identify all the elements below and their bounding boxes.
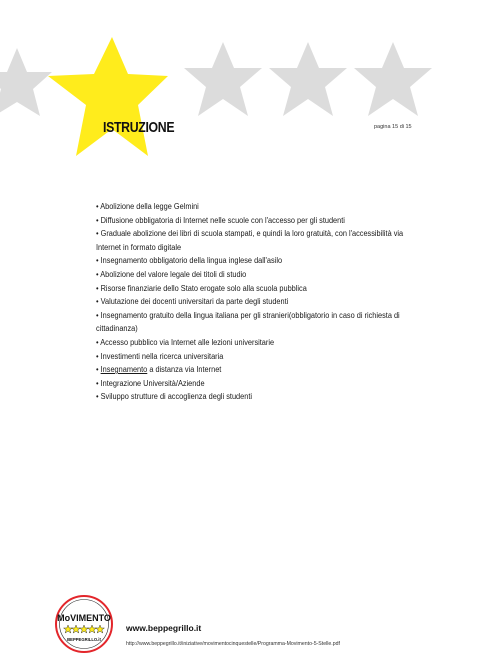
header-stars-decoration [0,0,478,170]
yellow-star [48,37,168,156]
gray-star-4 [354,42,432,116]
movimento-logo [55,595,113,653]
list-item: • Valutazione dei docenti universitari da parte degli studenti [96,297,289,307]
list-item-prefix: • [96,365,101,375]
list-item: • Insegnamento gratuito della lingua italiana per gli stranieri(obbligatorio in caso di richiesta di cittadinanza) [96,310,400,334]
list-item: • Diffusione obbligatoria di Internet nelle scuole con l'accesso per gli studenti [96,215,345,225]
logo-bottom-text: BEPPEGRILLO.it [67,637,101,642]
section-title: ISTRUZIONE [103,119,175,136]
gray-star-2 [184,42,262,116]
list-item: • Risorse finanziarie dello Stato erogate solo alla scuola pubblica [96,283,307,293]
bullet-list-container [96,200,413,404]
list-item: • Integrazione Università/Aziende [96,378,205,388]
list-item: • Abolizione della legge Gelmini [96,202,199,211]
gray-star-1 [0,48,52,116]
underlined-word: Insegnamento [100,365,148,375]
page-indicator: pagina 15 di 15 [374,124,412,130]
list-item: • Graduale abolizione dei libri di scuola stampati, e quindi la loro gratuità, con l'accessibilità via Internet in formato digitale [96,229,404,252]
list-item [96,363,413,377]
footer-site-link[interactable]: www.beppegrillo.it [126,623,202,633]
list-item: • Abolizione del valore legale dei titoli di studio [96,269,247,279]
list-item: • Accesso pubblico via Internet alle lezioni universitarie [96,337,275,347]
footer-url-link[interactable]: http://www.beppegrillo.it/iniziative/movimentocinquestelle/Programma-Movimento-5-Stelle.pdf [126,641,340,647]
gray-star-3 [269,42,347,116]
list-item: • Investimenti nella ricerca universitaria [96,351,224,361]
bullet-list [96,200,413,404]
list-item: • Sviluppo strutture di accoglienza degli studenti [96,392,253,402]
list-item: • Insegnamento obbligatorio della lingua inglese dall'asilo [96,256,283,266]
list-item-rest: a distanza via Internet [147,365,222,375]
logo-top-text: MoVIMENTO [57,613,111,623]
